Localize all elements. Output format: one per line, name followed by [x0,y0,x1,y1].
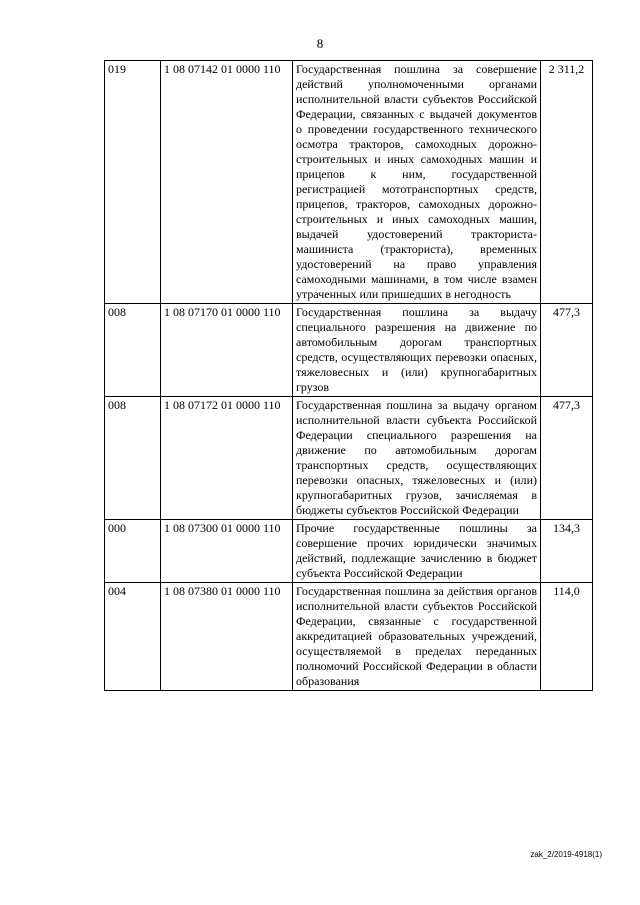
amount-cell: 114,0 [541,583,593,691]
table-row [105,61,593,304]
revenue-name-cell: Государственная пошлина за совершение действий уполномоченными органами исполнительной власти субъектов Российской Федерации, связанных с выдачей документов о проведении государственного технического осмотра тракторов, самоходных дорожно-строительных и иных самоходных машин и прицепов к ним, государственной регистрацией мототранспортных средств, прицепов, тракторов, самоходных дорожно-строительных и иных самоходных машин, выдачей удостоверений тракториста-машиниста (тракториста), временных удостоверений на право управления самоходными машинами, в том числе взамен утраченных или пришедших в негодность [293,61,541,304]
revenue-name-cell: Государственная пошлина за выдачу специального разрешения на движение по автомобильным дорогам транспортных средств, осуществляющих перевозки опасных, тяжеловесных и (или) крупногабаритных грузов [293,304,541,397]
budget-classification-code-cell: 1 08 07170 01 0000 110 [161,304,293,397]
budget-classification-code-cell: 1 08 07142 01 0000 110 [161,61,293,304]
revenue-table [104,60,593,691]
amount-cell: 477,3 [541,397,593,520]
page-number: 8 [316,36,324,51]
budget-classification-code-cell: 1 08 07300 01 0000 110 [161,520,293,583]
revenue-name-cell: Государственная пошлина за действия органов исполнительной власти субъектов Российской Федерации, связанные с государственной аккредитацией образовательных учреждений, осуществляемой в пределах переданных полномочий Российской Федерации в области образования [293,583,541,691]
amount-cell: 134,3 [541,520,593,583]
revenue-name-cell: Прочие государственные пошлины за совершение прочих юридически значимых действий, подлежащие зачислению в бюджет субъекта Российской Федерации [293,520,541,583]
table-row [105,520,593,583]
table-row [105,304,593,397]
amount-cell: 2 311,2 [541,61,593,304]
budget-classification-code-cell: 1 08 07172 01 0000 110 [161,397,293,520]
admin-code-cell: 008 [105,397,161,520]
admin-code-cell: 000 [105,520,161,583]
budget-classification-code-cell: 1 08 07380 01 0000 110 [161,583,293,691]
document-reference-code: zak_2/2019-4918(1) [530,850,602,859]
revenue-name-cell: Государственная пошлина за выдачу органом исполнительной власти субъекта Российской Федерации специального разрешения на движение по автомобильным дорогам транспортных средств, осуществляющих перевозки опасных, тяжеловесных и (или) крупногабаритных грузов, зачисляемая в бюджеты субъектов Российской Федерации [293,397,541,520]
admin-code-cell: 008 [105,304,161,397]
admin-code-cell: 004 [105,583,161,691]
table-row [105,583,593,691]
amount-cell: 477,3 [541,304,593,397]
table-row [105,397,593,520]
admin-code-cell: 019 [105,61,161,304]
